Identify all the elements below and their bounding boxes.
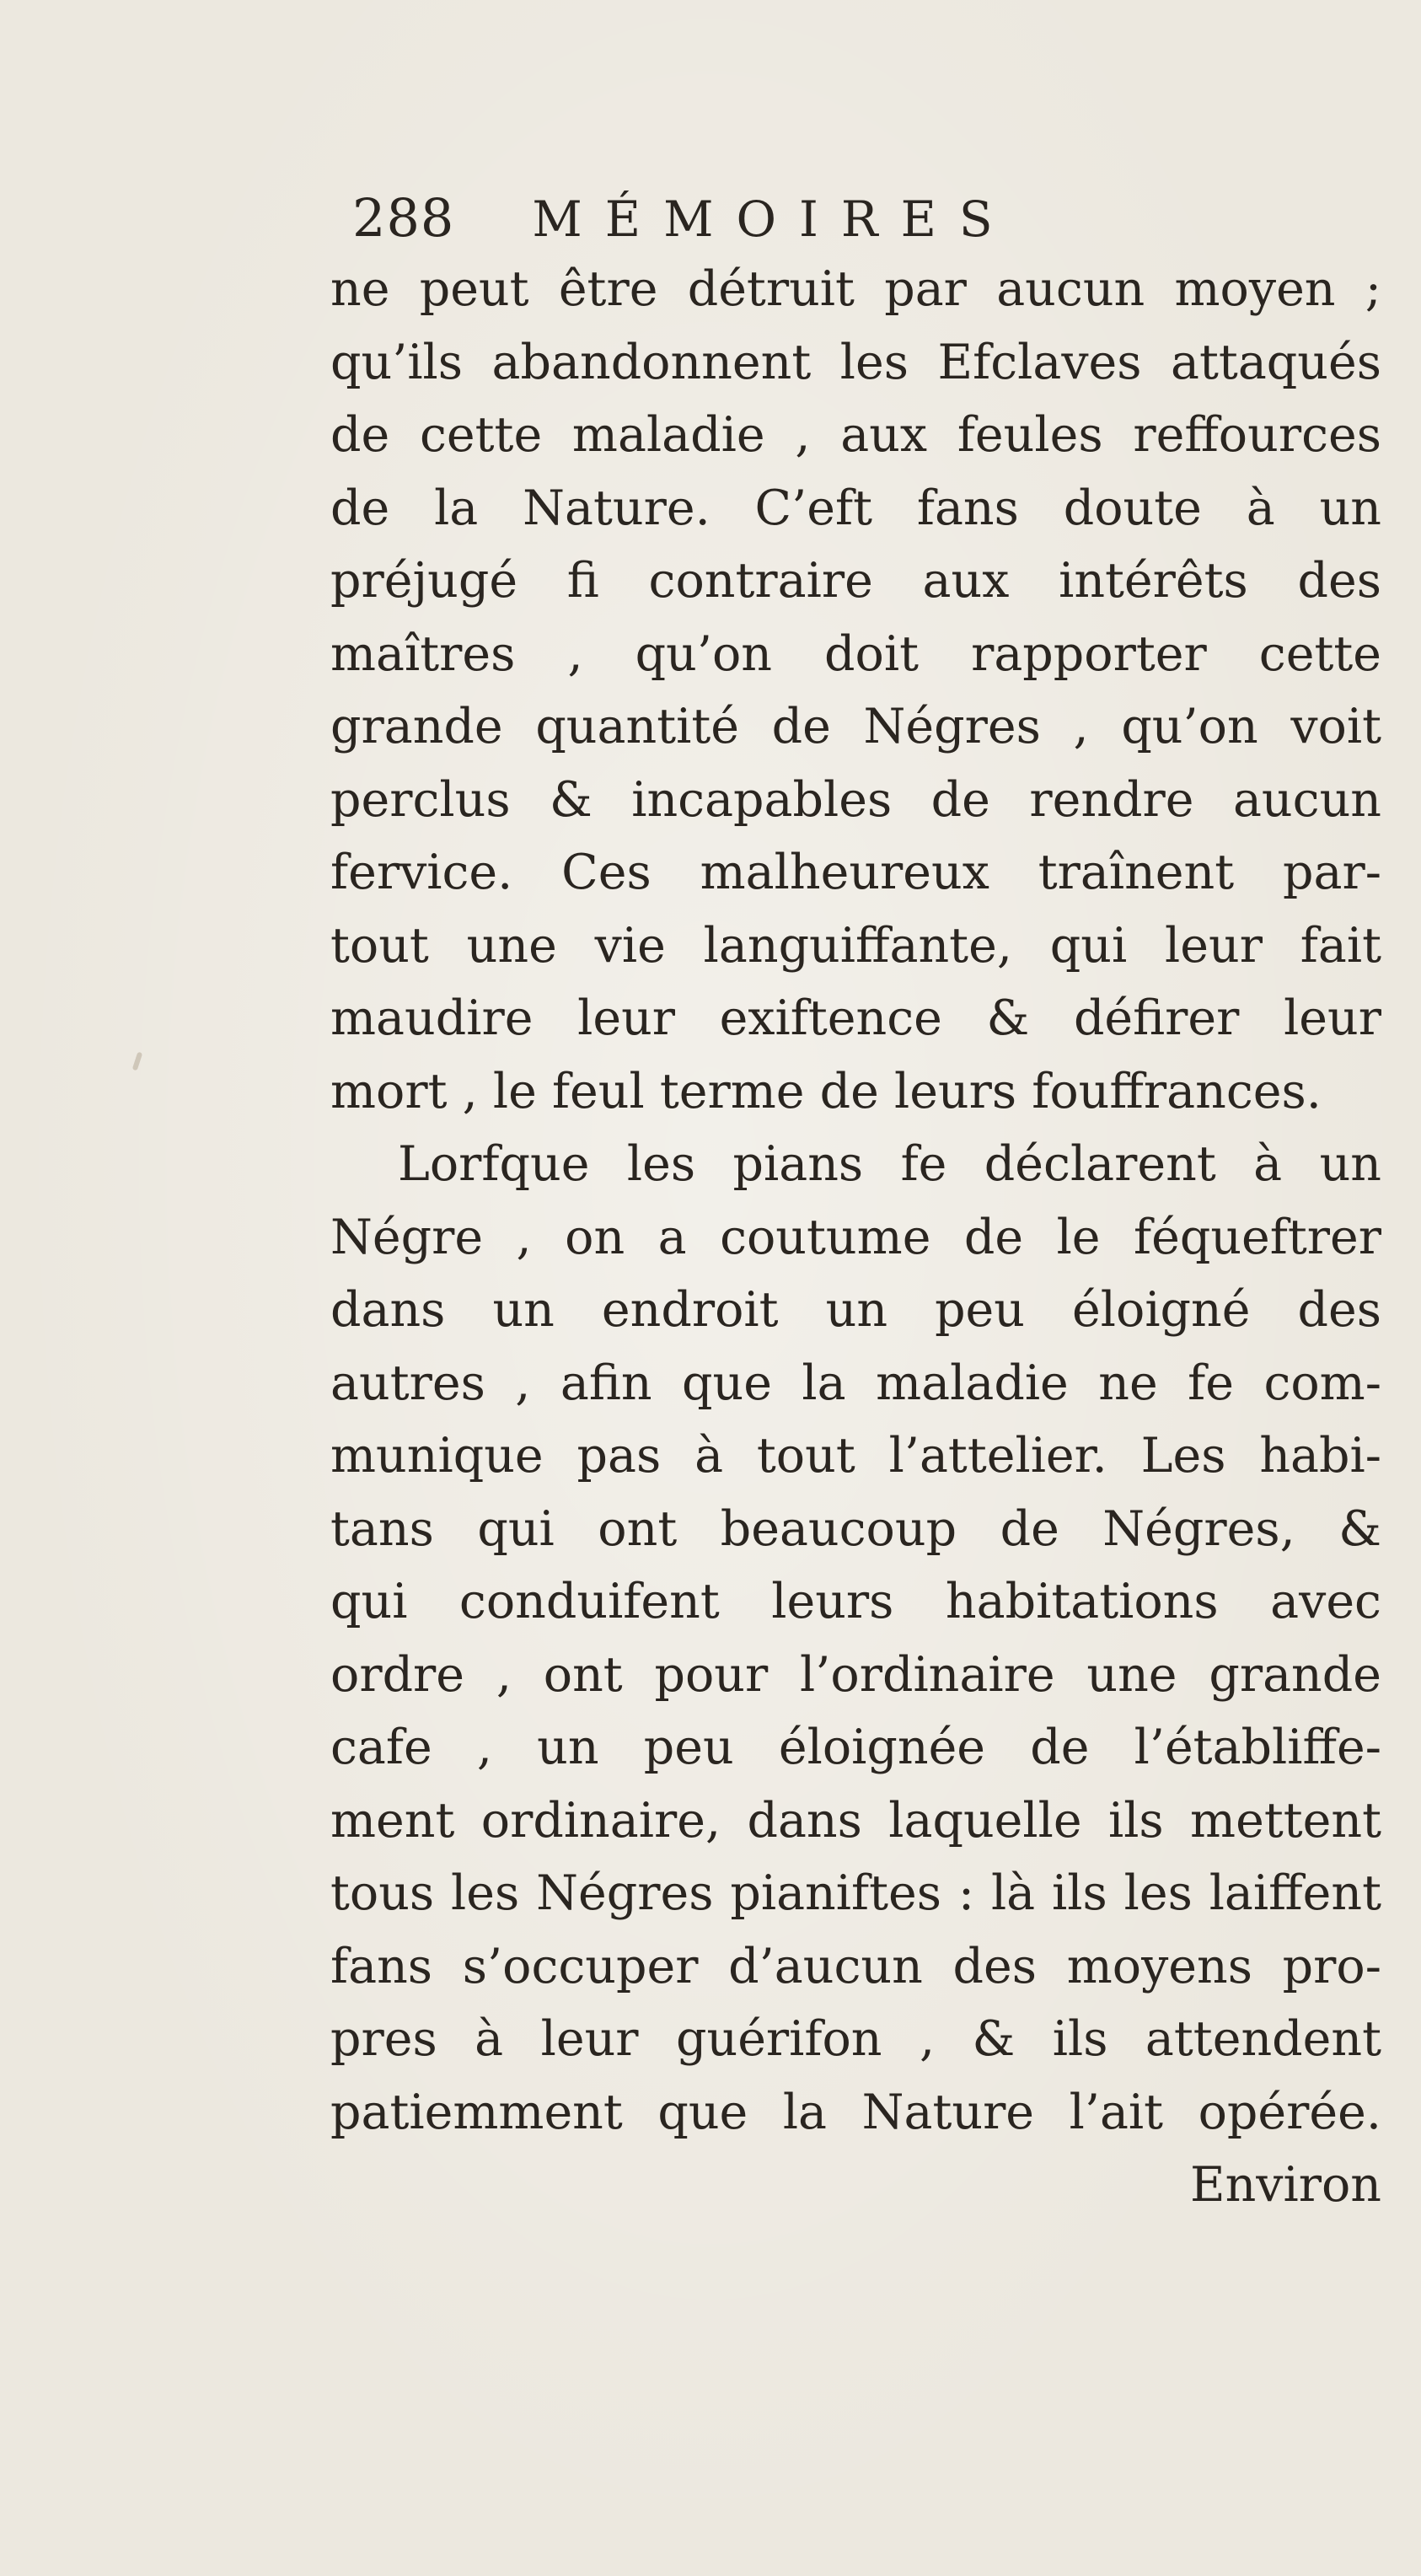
text-line: qu’ils abandonnent les Efclaves attaqués xyxy=(330,334,1381,390)
text-line: Négre , on a coutume de le féqueftrer xyxy=(330,1209,1381,1265)
text-line: tout une vie languiffante, qui leur fait xyxy=(330,917,1381,974)
text-line: pres à leur guérifon , & ils attendent xyxy=(330,2011,1381,2067)
text-line: de cette maladie , aux feules reffources xyxy=(330,407,1381,463)
text-line: grande quantité de Négres , qu’on voit xyxy=(330,699,1381,754)
text-line: tous les Négres pianiftes : là ils les laiffent xyxy=(330,1865,1381,1921)
text-line: de la Nature. C’eft fans doute à un xyxy=(330,480,1381,536)
text-line: fervice. Ces malheureux traînent par- xyxy=(330,845,1381,900)
text-line: préjugé fi contraire aux intérêts des xyxy=(330,553,1381,609)
paper-blemish xyxy=(132,1052,143,1071)
paragraph-start-line: Lorfque les pians fe déclarent à un xyxy=(398,1136,1381,1192)
running-title: MÉMOIRES xyxy=(532,191,1016,248)
text-line: cafe , un peu éloignée de l’établiffe- xyxy=(330,1720,1381,1775)
text-line: tans qui ont beaucoup de Négres, & xyxy=(330,1500,1381,1557)
text-line: dans un endroit un peu éloigné des xyxy=(330,1282,1381,1338)
text-line: maîtres , qu’on doit rapporter cette xyxy=(330,625,1381,682)
text-line: ordre , ont pour l’ordinaire une grande xyxy=(330,1646,1381,1703)
text-line: maudire leur exiftence & défirer leur xyxy=(330,990,1381,1046)
text-line: fans s’occuper d’aucun des moyens pro- xyxy=(330,1938,1381,1994)
text-line: patiemment que la Nature l’ait opérée. xyxy=(330,2084,1381,2140)
running-head xyxy=(352,187,1016,263)
text-line: ment ordinaire, dans laquelle ils mettent xyxy=(330,1792,1381,1849)
body-text xyxy=(330,253,1381,2222)
text-line: qui conduifent leurs habitations avec xyxy=(330,1574,1381,1629)
page-number: 288 xyxy=(352,187,455,249)
text-line: autres , afin que la maladie ne fe com- xyxy=(330,1355,1381,1411)
text-line: ne peut être détruit par aucun moyen ; xyxy=(330,261,1381,317)
catchword: Environ xyxy=(1189,2157,1381,2213)
paragraph-end-line: mort , le feul terme de leurs fouffrances. xyxy=(330,1063,1322,1119)
text-line: perclus & incapables de rendre aucun xyxy=(330,771,1381,828)
text-line: munique pas à tout l’attelier. Les habi- xyxy=(330,1428,1381,1484)
